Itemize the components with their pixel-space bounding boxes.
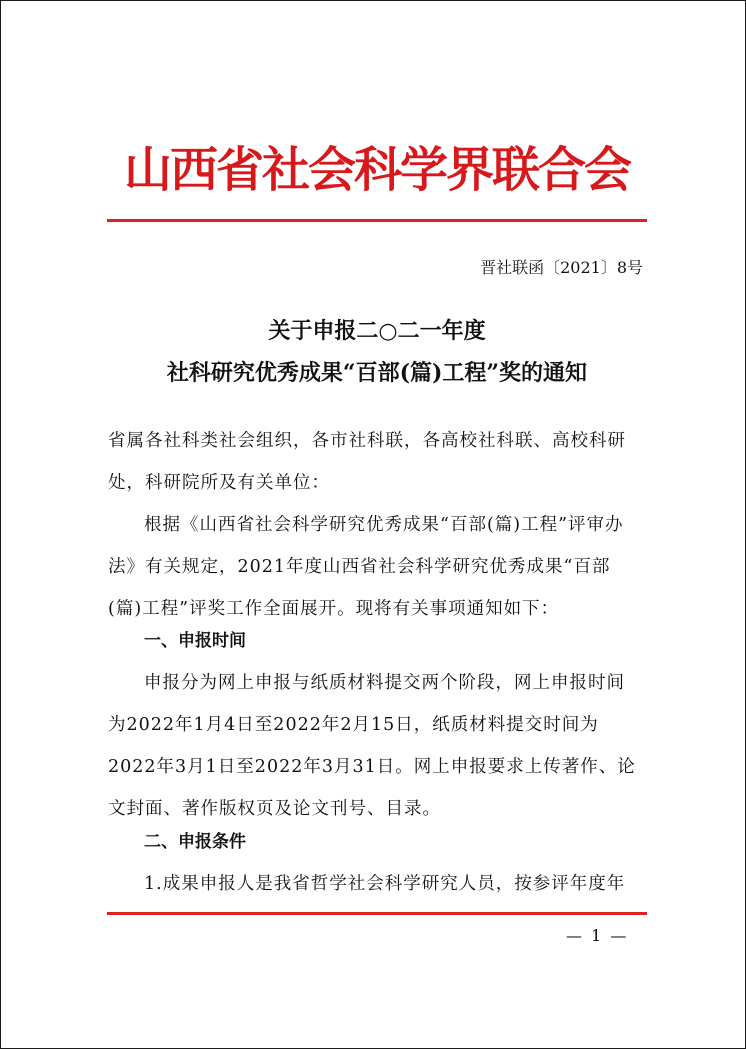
page-number: — 1 — [566,926,629,945]
notice-title-line-1: 关于申报二○二一年度 [268,318,486,344]
addressee-line-1: 省属各社科类社会组织，各市社科联，各高校社科联、高校科研 [108,431,626,451]
intro-line-3: (篇)工程”评奖工作全面展开。现将有关事项通知如下： [108,599,560,619]
section-2-paragraph [108,863,646,905]
addressee-line-2: 处，科研院所及有关单位： [108,473,330,493]
letterhead-title: 山西省社会科学界联合会 [123,142,630,198]
addressee-paragraph [108,420,646,504]
section-heading-application-conditions: 二、申报条件 [144,832,246,852]
section-1-line-3: 2022年3月1日至2022年3月31日。网上申报要求上传著作、论 [108,757,636,777]
intro-line-2: 法》有关规定，2021年度山西省社会科学研究优秀成果“百部 [108,557,611,577]
red-rule-bottom [107,912,647,915]
section-heading-application-period: 一、申报时间 [144,631,246,651]
section-2-line-1: 1.成果申报人是我省哲学社会科学研究人员，按参评年度年 [144,874,626,894]
document-number: 晋社联函〔2021〕8号 [480,258,643,277]
section-1-line-4: 文封面、著作版权页及论文刊号、目录。 [108,799,441,819]
intro-paragraph [108,504,646,630]
red-rule-top [107,219,647,222]
notice-title-line-2: 社科研究优秀成果“百部(篇)工程”奖的通知 [166,360,588,386]
intro-line-1: 根据《山西省社会科学研究优秀成果“百部(篇)工程”评审办 [144,515,624,535]
section-1-paragraph [108,662,646,830]
section-1-line-2: 为2022年1月4日至2022年2月15日，纸质材料提交时间为 [108,715,599,735]
section-1-line-1: 申报分为网上申报与纸质材料提交两个阶段，网上申报时间 [144,673,625,693]
